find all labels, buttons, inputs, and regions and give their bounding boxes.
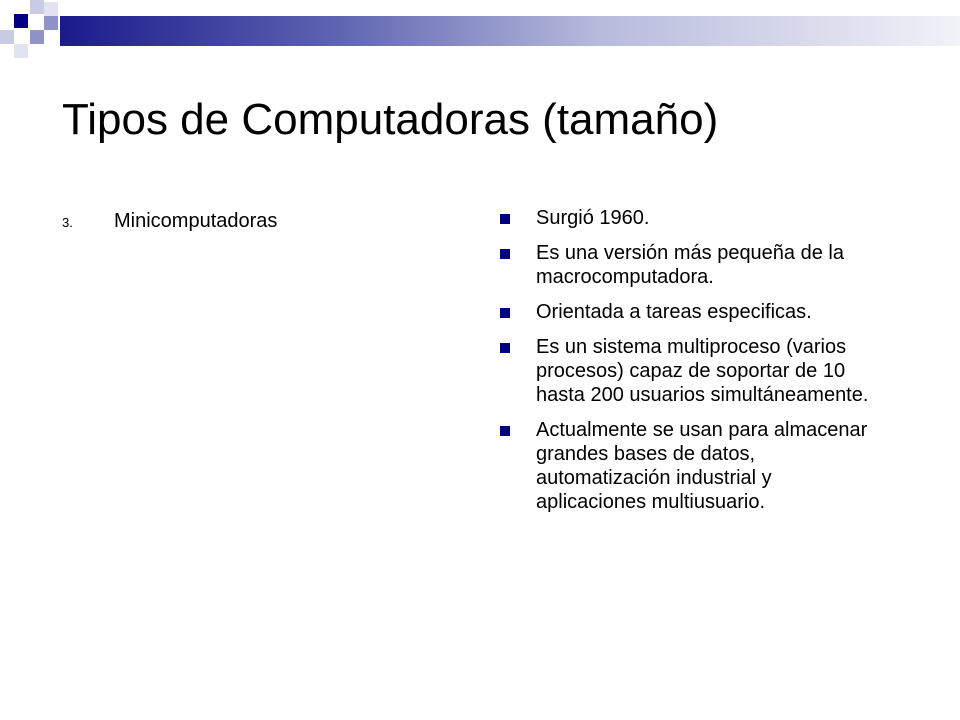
bullet-list-item [500, 241, 900, 289]
square-bullet-icon [500, 249, 510, 259]
bullet-list-item [500, 206, 900, 230]
bullet-text: Es una versión más pequeña de la macrocomputadora. [536, 242, 844, 288]
numbered-list [62, 208, 462, 236]
bullet-list-item [500, 418, 900, 514]
decorative-square [14, 14, 28, 28]
list-number: 3. [62, 215, 73, 230]
bullet-list-item [500, 335, 900, 407]
bullet-text: Actualmente se usan para almacenar grandes bases de datos, automatización industrial y aplicaciones multiusuario. [536, 419, 868, 513]
decorative-square [44, 16, 58, 30]
slide-title: Tipos de Computadoras (tamaño) [62, 95, 719, 144]
square-bullet-icon [500, 426, 510, 436]
bullet-list-item [500, 300, 900, 324]
bullet-text: Es un sistema multiproceso (varios procesos) capaz de soportar de 10 hasta 200 usuarios simultáneamente. [536, 336, 869, 406]
square-bullet-icon [500, 214, 510, 224]
bullet-list [500, 206, 900, 525]
decorative-square [0, 30, 14, 44]
numbered-list-item [62, 208, 462, 236]
bullet-text: Surgió 1960. [536, 207, 650, 229]
square-bullet-icon [500, 343, 510, 353]
decorative-square [44, 2, 58, 16]
decorative-square [30, 30, 44, 44]
decorative-square [30, 0, 44, 14]
bullet-text: Orientada a tareas especificas. [536, 301, 812, 323]
square-bullet-icon [500, 308, 510, 318]
list-item-label: Minicomputadoras [114, 210, 278, 232]
decorative-square [14, 44, 28, 58]
header-gradient-band [60, 16, 960, 46]
